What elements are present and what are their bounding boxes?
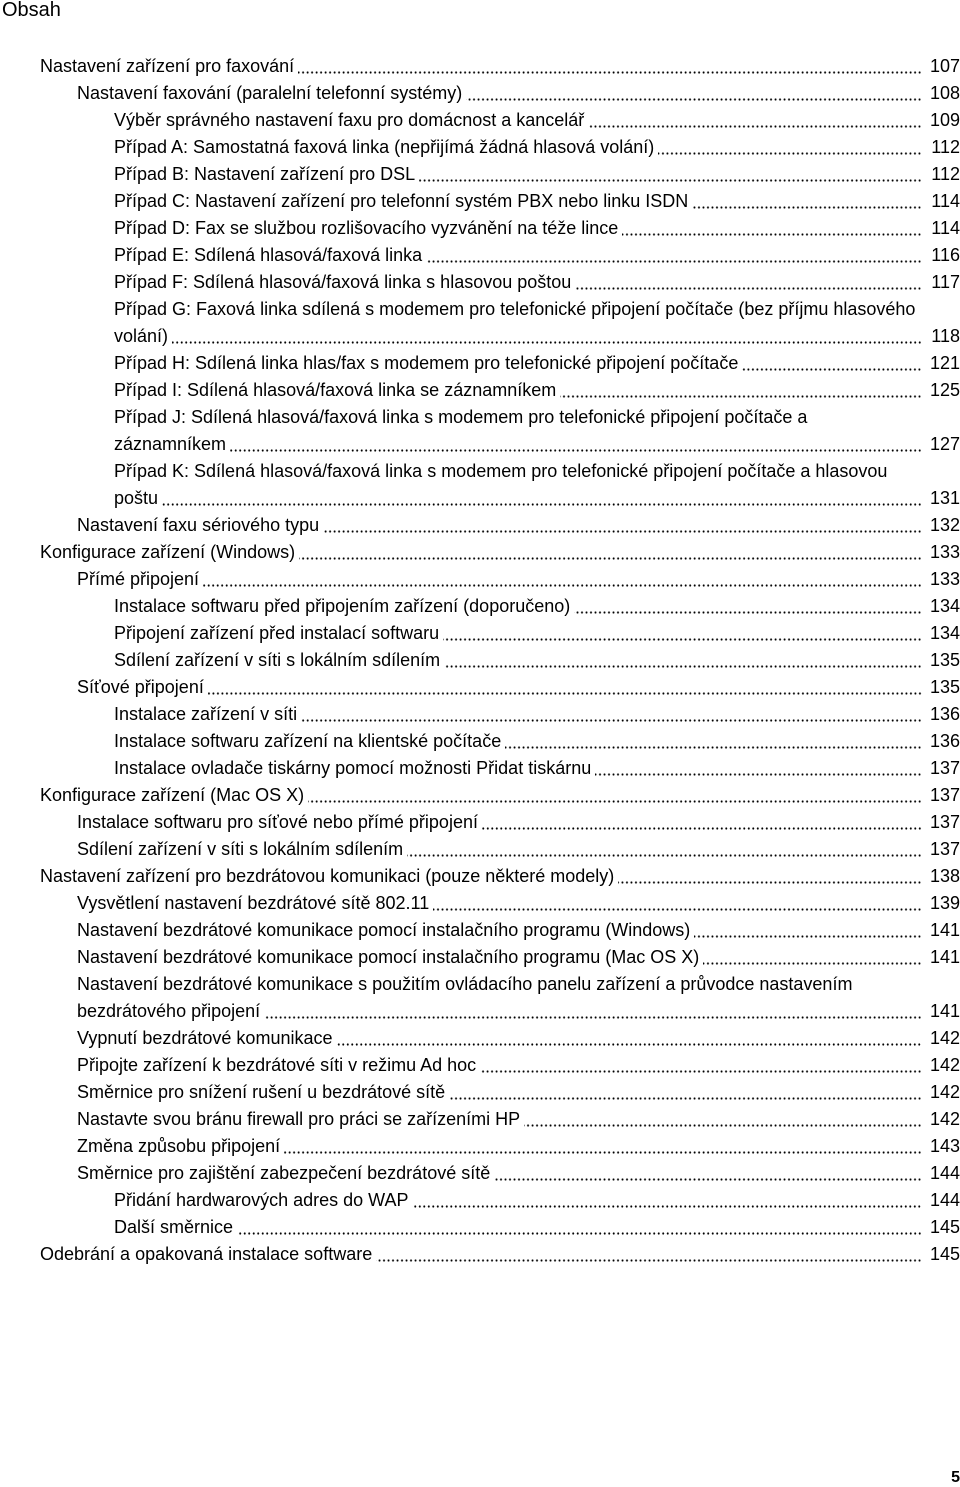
toc-entry-title: Sdílení zařízení v síti s lokálním sdílením xyxy=(114,650,441,670)
toc-entry-page: 137 xyxy=(928,809,960,836)
toc-entry-page: 134 xyxy=(928,593,960,620)
toc-entry-title: Konfigurace zařízení (Windows) xyxy=(40,542,296,562)
toc-entry-page: 141 xyxy=(928,998,960,1025)
toc-entry-title: Případ A: Samostatná faxová linka (nepřijímá žádná hlasová volání) xyxy=(114,137,655,157)
toc-entry[interactable] xyxy=(40,539,960,566)
dot-leader xyxy=(482,827,922,830)
dot-leader xyxy=(658,152,922,155)
toc-entry-page: 133 xyxy=(928,566,960,593)
toc-entry[interactable] xyxy=(114,377,960,404)
dot-leader xyxy=(703,962,922,965)
dot-leader xyxy=(323,530,922,533)
toc-entry-title: Případ H: Sdílená linka hlas/fax s modemem pro telefonické připojení počítače xyxy=(114,353,739,373)
toc-entry-page: 142 xyxy=(928,1106,960,1133)
toc-entry-title: Přímé připojení xyxy=(77,569,200,589)
toc-entry-page: 131 xyxy=(928,485,960,512)
dot-leader xyxy=(208,692,922,695)
dot-leader xyxy=(301,719,922,722)
toc-entry-title: Směrnice pro snížení rušení u bezdrátové sítě xyxy=(77,1082,446,1102)
toc-entry-title: Sdílení zařízení v síti s lokálním sdílením xyxy=(77,839,404,859)
toc-entry-page: 125 xyxy=(928,377,960,404)
toc-entry-title: Připojte zařízení k bezdrátové síti v režimu Ad hoc xyxy=(77,1055,477,1075)
dot-leader xyxy=(505,746,922,749)
toc-entry-page: 144 xyxy=(928,1187,960,1214)
dot-leader xyxy=(284,1151,922,1154)
toc-entry-title: Nastavení bezdrátové komunikace s použitím ovládacího panelu zařízení a průvodce nastavením bezdrátového připojení xyxy=(77,974,853,1021)
toc-entry[interactable] xyxy=(114,215,960,242)
toc-entry[interactable] xyxy=(114,134,960,161)
toc-entry-page: 142 xyxy=(928,1079,960,1106)
toc-entry-page: 138 xyxy=(928,863,960,890)
toc-entry-page: 117 xyxy=(929,269,960,296)
dot-leader xyxy=(336,1043,922,1046)
toc-entry-title: Síťové připojení xyxy=(77,677,204,697)
toc-entry-page: 139 xyxy=(928,890,960,917)
dot-leader xyxy=(466,98,922,101)
toc-entry[interactable] xyxy=(114,107,960,134)
dot-leader xyxy=(444,665,922,668)
toc-entry-title: Směrnice pro zajištění zabezpečení bezdrátové sítě xyxy=(77,1163,491,1183)
dot-leader xyxy=(162,503,922,506)
toc-entry[interactable] xyxy=(77,1106,960,1133)
dot-leader xyxy=(494,1178,922,1181)
toc-entry[interactable] xyxy=(77,80,960,107)
toc-entry-page: 114 xyxy=(929,188,960,215)
toc-entry[interactable] xyxy=(40,782,960,809)
dot-leader xyxy=(480,1070,922,1073)
dot-leader xyxy=(376,1259,922,1262)
dot-leader xyxy=(203,584,922,587)
toc-entry-title: Instalace zařízení v síti xyxy=(114,704,298,724)
toc-entry[interactable] xyxy=(114,296,960,350)
dot-leader xyxy=(574,611,922,614)
toc-entry-page: 127 xyxy=(928,431,960,458)
dot-leader xyxy=(412,1205,922,1208)
toc-entry-title: Nastavení bezdrátové komunikace pomocí instalačního programu (Windows) xyxy=(77,920,691,940)
toc-entry-title: Případ J: Sdílená hlasová/faxová linka s modemem pro telefonické připojení počítače a záznamníkem xyxy=(114,407,808,454)
toc-entry-title: Případ K: Sdílená hlasová/faxová linka s modemem pro telefonické připojení počítače a hlasovou poštu xyxy=(114,461,888,508)
toc-entry-title: Případ D: Fax se službou rozlišovacího vyzvánění na téže lince xyxy=(114,218,619,238)
page-number: 5 xyxy=(951,1469,960,1486)
toc-entry-page: 108 xyxy=(928,80,960,107)
toc-entry-page: 114 xyxy=(929,215,960,242)
toc-entry-title: Nastavení bezdrátové komunikace pomocí instalačního programu (Mac OS X) xyxy=(77,947,700,967)
dot-leader xyxy=(237,1232,922,1235)
toc-entry[interactable] xyxy=(77,1079,960,1106)
table-of-contents xyxy=(40,53,960,1268)
toc-entry-title: Připojení zařízení před instalací softwaru xyxy=(114,623,440,643)
toc-entry[interactable] xyxy=(40,1241,960,1268)
dot-leader xyxy=(449,1097,922,1100)
toc-entry-page: 112 xyxy=(929,161,960,188)
dot-leader xyxy=(595,773,922,776)
toc-entry[interactable] xyxy=(114,1214,960,1241)
toc-entry[interactable] xyxy=(77,1052,960,1079)
toc-entry[interactable] xyxy=(40,863,960,890)
dot-leader xyxy=(264,1016,922,1019)
toc-entry[interactable] xyxy=(77,1133,960,1160)
dot-leader xyxy=(575,287,922,290)
dot-leader xyxy=(407,854,922,857)
dot-leader xyxy=(524,1124,922,1127)
dot-leader xyxy=(560,395,922,398)
toc-entry[interactable] xyxy=(114,161,960,188)
toc-entry-title: Přidání hardwarových adres do WAP xyxy=(114,1190,409,1210)
toc-entry[interactable] xyxy=(114,242,960,269)
toc-entry-title: Případ C: Nastavení zařízení pro telefonní systém PBX nebo linku ISDN xyxy=(114,191,689,211)
toc-entry-page: 135 xyxy=(928,647,960,674)
dot-leader xyxy=(433,908,922,911)
dot-leader xyxy=(172,341,922,344)
toc-entry-title: Odebrání a opakovaná instalace software xyxy=(40,1244,373,1264)
toc-entry[interactable] xyxy=(77,512,960,539)
toc-entry-page: 107 xyxy=(928,53,960,80)
toc-entry-page: 142 xyxy=(928,1025,960,1052)
toc-entry-title: Případ I: Sdílená hlasová/faxová linka se záznamníkem xyxy=(114,380,557,400)
toc-entry[interactable] xyxy=(77,1160,960,1187)
toc-entry[interactable] xyxy=(114,593,960,620)
dot-leader xyxy=(618,881,922,884)
toc-entry[interactable] xyxy=(114,647,960,674)
toc-entry-page: 137 xyxy=(928,755,960,782)
toc-entry[interactable] xyxy=(77,809,960,836)
toc-entry-page: 121 xyxy=(928,350,960,377)
toc-entry-page: 137 xyxy=(928,836,960,863)
toc-entry-title: Nastavení zařízení pro faxování xyxy=(40,56,295,76)
toc-entry-title: Nastavení faxu sériového typu xyxy=(77,515,320,535)
toc-entry-page: 143 xyxy=(928,1133,960,1160)
dot-leader xyxy=(443,638,922,641)
dot-leader xyxy=(308,800,922,803)
toc-entry-page: 133 xyxy=(928,539,960,566)
toc-entry-page: 142 xyxy=(928,1052,960,1079)
page-title: Obsah xyxy=(2,0,61,21)
toc-entry[interactable] xyxy=(114,404,960,458)
toc-entry[interactable] xyxy=(77,566,960,593)
toc-entry[interactable] xyxy=(114,728,960,755)
dot-leader xyxy=(299,557,922,560)
toc-entry-title: Další směrnice xyxy=(114,1217,234,1237)
toc-entry-page: 118 xyxy=(929,323,960,350)
toc-entry[interactable] xyxy=(114,620,960,647)
toc-entry-page: 145 xyxy=(928,1214,960,1241)
toc-entry-title: Vysvětlení nastavení bezdrátové sítě 802.11 xyxy=(77,893,430,913)
toc-entry[interactable] xyxy=(77,944,960,971)
toc-entry-page: 135 xyxy=(928,674,960,701)
toc-entry-page: 137 xyxy=(928,782,960,809)
toc-entry-page: 141 xyxy=(928,944,960,971)
toc-entry[interactable] xyxy=(114,188,960,215)
toc-entry[interactable] xyxy=(77,1025,960,1052)
dot-leader xyxy=(692,206,922,209)
toc-entry[interactable] xyxy=(114,1187,960,1214)
toc-entry[interactable] xyxy=(77,971,960,1025)
toc-entry-page: 145 xyxy=(928,1241,960,1268)
toc-entry[interactable] xyxy=(77,917,960,944)
toc-entry-title: Instalace softwaru zařízení na klientské počítače xyxy=(114,731,502,751)
toc-entry-title: Případ E: Sdílená hlasová/faxová linka xyxy=(114,245,423,265)
toc-entry[interactable] xyxy=(40,53,960,80)
dot-leader xyxy=(419,179,922,182)
toc-entry-title: Nastavení faxování (paralelní telefonní systémy) xyxy=(77,83,463,103)
toc-entry-title: Vypnutí bezdrátové komunikace xyxy=(77,1028,333,1048)
dot-leader xyxy=(588,125,922,128)
toc-entry-title: Případ G: Faxová linka sdílená s modemem pro telefonické připojení počítače (bez příjmu hlasového volání) xyxy=(114,299,916,346)
toc-entry-page: 144 xyxy=(928,1160,960,1187)
toc-entry-page: 134 xyxy=(928,620,960,647)
toc-entry-page: 116 xyxy=(929,242,960,269)
toc-entry-title: Nastavení zařízení pro bezdrátovou komunikaci (pouze některé modely) xyxy=(40,866,615,886)
toc-entry-page: 136 xyxy=(928,701,960,728)
toc-entry[interactable] xyxy=(77,836,960,863)
toc-entry-title: Konfigurace zařízení (Mac OS X) xyxy=(40,785,305,805)
toc-entry-page: 112 xyxy=(929,134,960,161)
toc-entry-page: 132 xyxy=(928,512,960,539)
dot-leader xyxy=(426,260,922,263)
toc-entry-title: Nastavte svou bránu firewall pro práci se zařízeními HP xyxy=(77,1109,521,1129)
toc-entry-title: Výběr správného nastavení faxu pro domácnost a kancelář xyxy=(114,110,585,130)
dot-leader xyxy=(622,233,922,236)
toc-entry[interactable] xyxy=(77,890,960,917)
dot-leader xyxy=(298,71,922,74)
toc-entry-title: Změna způsobu připojení xyxy=(77,1136,281,1156)
toc-entry[interactable] xyxy=(114,350,960,377)
toc-entry-title: Instalace softwaru před připojením zařízení (doporučeno) xyxy=(114,596,571,616)
dot-leader xyxy=(230,449,922,452)
toc-entry-page: 109 xyxy=(928,107,960,134)
toc-entry-page: 136 xyxy=(928,728,960,755)
toc-entry[interactable] xyxy=(114,755,960,782)
toc-entry[interactable] xyxy=(77,674,960,701)
toc-entry[interactable] xyxy=(114,701,960,728)
toc-entry-title: Případ F: Sdílená hlasová/faxová linka s hlasovou poštou xyxy=(114,272,572,292)
toc-entry[interactable] xyxy=(114,269,960,296)
dot-leader xyxy=(694,935,922,938)
dot-leader xyxy=(742,368,922,371)
toc-entry[interactable] xyxy=(114,458,960,512)
toc-entry-title: Instalace softwaru pro síťové nebo přímé připojení xyxy=(77,812,478,832)
toc-entry-title: Případ B: Nastavení zařízení pro DSL xyxy=(114,164,416,184)
toc-entry-page: 141 xyxy=(928,917,960,944)
toc-entry-title: Instalace ovladače tiskárny pomocí možnosti Přidat tiskárnu xyxy=(114,758,592,778)
